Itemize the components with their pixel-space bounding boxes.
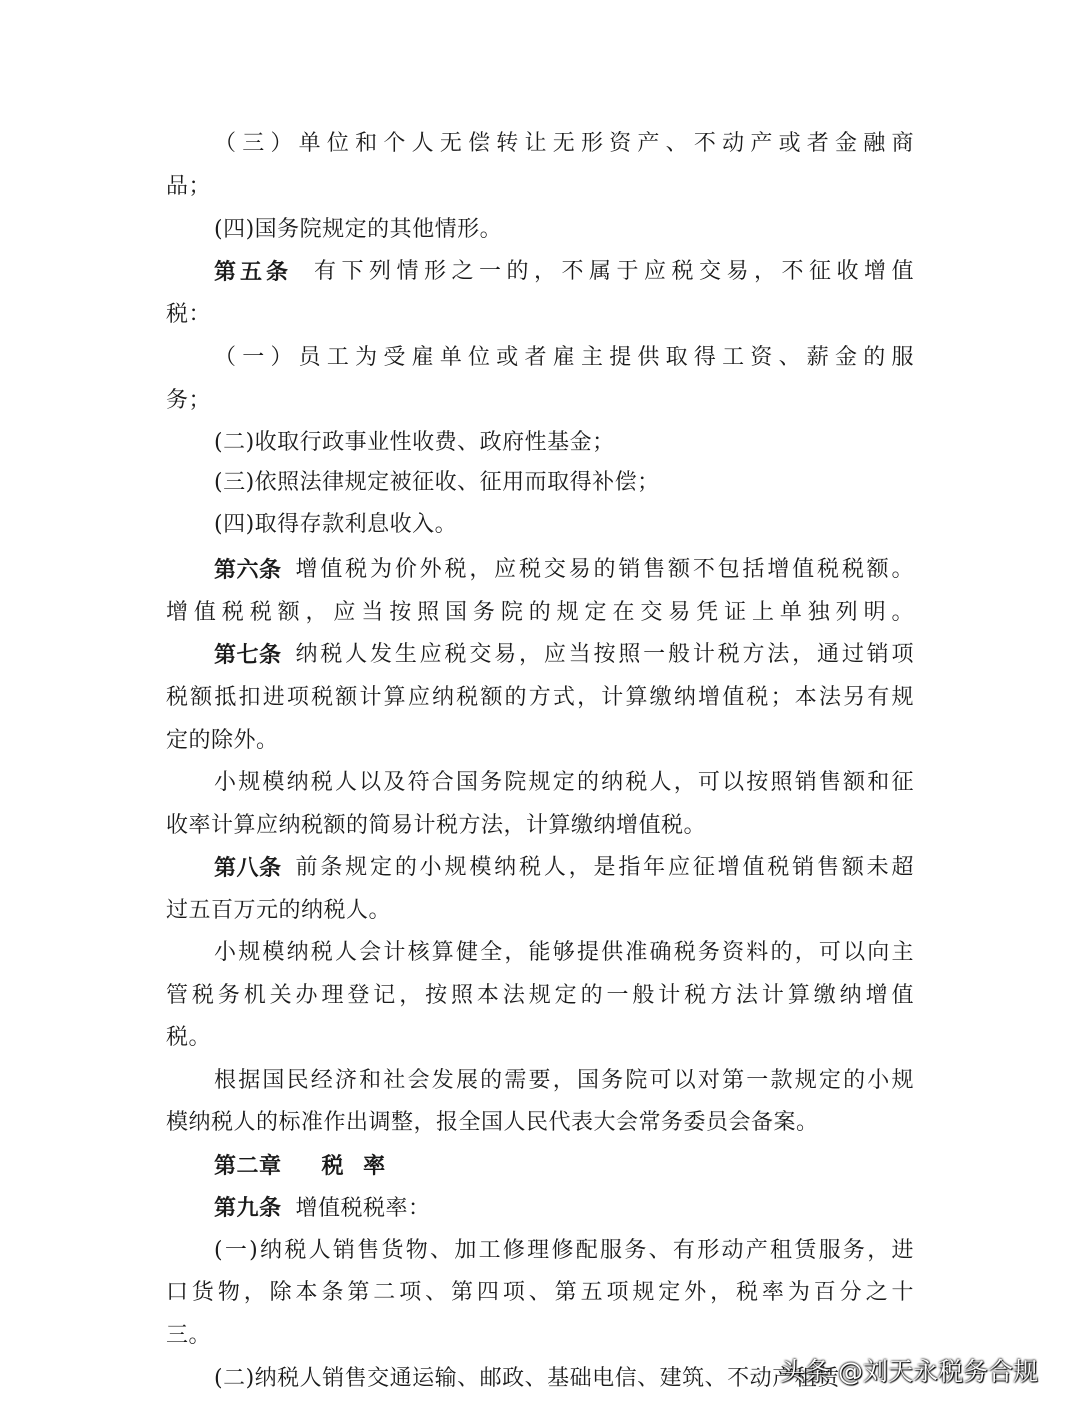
chapter-heading xyxy=(214,1151,914,1181)
paragraph-line: 模纳税人的标准作出调整，报全国人民代表大会常务委员会备案。 xyxy=(166,1110,819,1135)
article-text: 前条规定的小规模纳税人，是指年应征增值税销售额未超 xyxy=(295,855,914,880)
article-5-line xyxy=(214,257,914,287)
paragraph-line: 过五百万元的纳税人。 xyxy=(166,898,392,923)
article-9-line xyxy=(214,1193,914,1223)
article-heading: 第五条 xyxy=(214,259,293,285)
paragraph-line: 务； xyxy=(166,388,212,413)
paragraph-line: 口货物，除本条第二项、第四项、第五项规定外，税率为百分之十 xyxy=(166,1280,914,1305)
paragraph-line: 根据国民经济和社会发展的需要，国务院可以对第一款规定的小规 xyxy=(214,1068,914,1093)
paragraph-line: (三)依照法律规定被征收、征用而取得补偿； xyxy=(214,470,660,495)
chapter-title: 税 率 xyxy=(321,1153,392,1179)
paragraph-line: 三。 xyxy=(166,1323,212,1348)
article-text: 纳税人发生应税交易，应当按照一般计税方法，通过销项 xyxy=(295,642,914,667)
paragraph-line: (一)纳税人销售货物、加工修理修配服务、有形动产租赁服务，进 xyxy=(214,1238,914,1263)
article-text: 有下列情形之一的，不属于应税交易，不征收增值 xyxy=(314,259,914,284)
paragraph-line: (四)取得存款利息收入。 xyxy=(214,512,458,537)
paragraph-line: 品； xyxy=(166,174,212,199)
paragraph-line: 税额抵扣进项税额计算应纳税额的方式，计算缴纳增值税；本法另有规 xyxy=(166,685,914,710)
article-8-line xyxy=(214,853,914,883)
paragraph-line: （三）单位和个人无偿转让无形资产、不动产或者金融商 xyxy=(214,131,914,156)
paragraph-line: 收率计算应纳税额的简易计税方法，计算缴纳增值税。 xyxy=(166,813,707,838)
paragraph-line: 管税务机关办理登记，按照本法规定的一般计税方法计算缴纳增值 xyxy=(166,983,914,1008)
article-heading: 第九条 xyxy=(214,1195,282,1221)
article-6-line xyxy=(214,555,914,585)
paragraph-line: (二)纳税人销售交通运输、邮政、基础电信、建筑、不动产租赁 xyxy=(214,1366,840,1391)
article-7-line xyxy=(214,640,914,670)
article-text: 增值税税率： xyxy=(295,1196,431,1221)
article-text: 增值税为价外税，应税交易的销售额不包括增值税税额。 xyxy=(295,557,914,582)
article-heading: 第六条 xyxy=(214,557,282,583)
paragraph-line: (二)收取行政事业性收费、政府性基金； xyxy=(214,430,615,455)
paragraph-line: 税： xyxy=(166,302,212,327)
paragraph-line: (四)国务院规定的其他情形。 xyxy=(214,217,503,242)
paragraph-line: 小规模纳税人以及符合国务院规定的纳税人，可以按照销售额和征 xyxy=(214,770,914,795)
paragraph-line: 税。 xyxy=(166,1025,212,1050)
watermark-text: 头条 @刘天永税务合规 xyxy=(780,1357,1038,1386)
article-heading: 第八条 xyxy=(214,855,282,881)
paragraph-line: 定的除外。 xyxy=(166,728,279,753)
paragraph-line: 小规模纳税人会计核算健全，能够提供准确税务资料的，可以向主 xyxy=(214,940,914,965)
article-heading: 第七条 xyxy=(214,642,282,668)
chapter-number: 第二章 xyxy=(214,1153,282,1179)
paragraph-line: （一）员工为受雇单位或者雇主提供取得工资、薪金的服 xyxy=(214,345,914,370)
paragraph-line: 增值税税额，应当按照国务院的规定在交易凭证上单独列明。 xyxy=(166,600,914,625)
